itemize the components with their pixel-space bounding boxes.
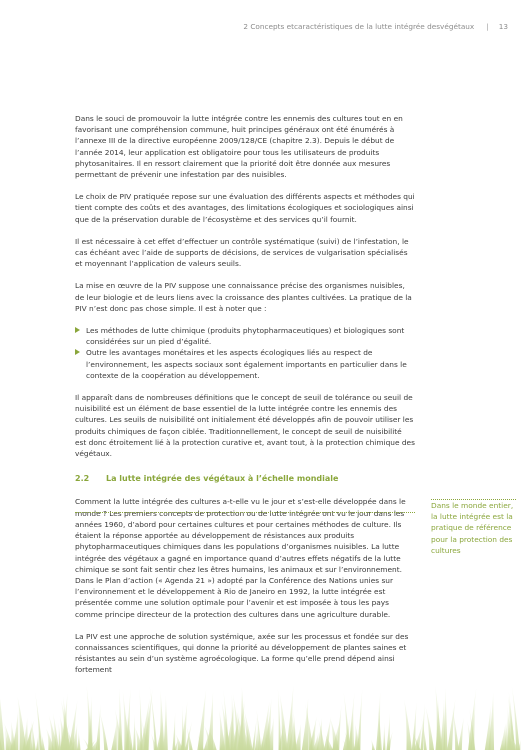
bullet-item (75, 325, 415, 347)
grass-blade (412, 702, 417, 750)
grass-blade (357, 689, 362, 750)
grass-blade (119, 688, 123, 750)
paragraph: Le choix de PIV pratiquée repose sur une évaluation des différents aspects et méthodes qui tient compte des coûts et des avantages, des limitations écologiques et sociologiques ainsi que de la préservation durable de l’écosystème et des services qu’il fournit. (75, 192, 415, 224)
bullet-list (75, 325, 415, 381)
grass-blade (458, 717, 464, 750)
section-heading (75, 473, 415, 484)
running-header (243, 22, 508, 31)
grass-blade (17, 697, 26, 750)
grass-blade (111, 718, 117, 750)
section-number: 2.2 (75, 474, 90, 484)
grass-illustration (0, 670, 530, 750)
section-title: La lutte intégrée des végétaux à l’échelle mondiale (106, 474, 339, 484)
grass-blade (371, 739, 375, 750)
paragraph: La mise en œuvre de la PIV suppose une connaissance précise des organismes nuisibles, de leur biologie et de leurs liens avec la croissance des plantes cultivées. La pratique de la PIV n’est donc pas chose simple. Il est à noter que : (75, 281, 412, 313)
grass-blade (36, 731, 39, 750)
paragraph: Comment la lutte intégrée des cultures a-t-elle vu le jour et s’est-elle développée dans le monde ? Les premiers concepts de protection ou de lutte intégrée ont vu le jour dans les années 1960, d’abord pour certaines cultures et pour certaines méthodes de culture. Ils étaient la réponse apportée au développement de résistances aux produits phytopharmaceutiques chimiques dans les populations d’organismes nuisibles. La lutte intégrée des végétaux a gagné en importance quand d’autres effets négatifs de la lutte chimique se sont fait sentir chez les êtres humains, les animaux et sur l’environnement. Dans le Plan d’action (« Agenda 21 ») adopté par la Conférence des Nations unies sur l’environnement et le développement à Rio de Janeiro en 1992, la lutte intégrée est présentée comme une solution optimale pour l’avenir et est imposée à tous les pays comme principe directeur de la protection des cultures dans une agriculture durable. (75, 497, 406, 619)
grass-blade (99, 711, 108, 750)
grass-blade (344, 692, 351, 750)
header-separator: | (486, 22, 489, 31)
bullet-text: Outre les avantages monétaires et les aspects écologiques liés au respect de l’environnement, les aspects sociaux sont également importants en particulier dans le contexte de la coopération au développement. (86, 348, 407, 380)
margin-note (431, 499, 516, 556)
grass-blade (0, 686, 5, 750)
grass-blade (425, 706, 434, 750)
grass-blade (143, 689, 152, 750)
main-text (75, 113, 415, 687)
margin-note-text: Dans le monde entier, la lutte intégrée est la pratique de référence pour la protection des cultures (431, 501, 514, 555)
grass-blade (157, 719, 163, 750)
grass-blade (197, 689, 206, 750)
grass-blade (336, 704, 342, 750)
triangle-bullet-icon (75, 349, 80, 355)
paragraph: Dans le souci de promouvoir la lutte intégrée contre les ennemis des cultures tout en en favorisant une compréhension commune, huit principes généraux ont été énumérés à l’annexe III de la directive européenne 2009/128/CE (chapitre 2.3). Depuis le début de l’année 2014, leur application est obligatoire pour tous les utilisateurs de produits phytosanitaires. Il en ressort clairement que la priorité doit être donnée aux mesures permettant de prévenir une infestation par des nuisibles. (75, 114, 403, 180)
grass-blade (133, 714, 136, 750)
grass-blade (172, 712, 175, 750)
grass-blade (404, 699, 412, 750)
grass-blade (77, 731, 81, 750)
page-number: 13 (498, 22, 508, 31)
grass-blade (278, 688, 281, 750)
grass-blade (485, 706, 491, 750)
grass-blade (376, 692, 380, 750)
paragraph: Il apparaît dans de nombreuses définitions que le concept de seuil de tolérance ou seuil de nuisibilité est un élément de base essentiel de la lutte intégrée contre les ennemis des cultures. Les seuils de nuisibilité ont initialement été développés afin de pouvoir utiliser les produits chimiques de façon ciblée. Traditionnellement, le concept de seuil de nuisibilité est donc étroitement lié à la protection curative et, avant tout, à la protection chimique des végétaux. (75, 393, 415, 459)
bullet-item (75, 347, 415, 381)
grass-blade (181, 701, 188, 750)
paragraph: Il est nécessaire à cet effet d’effectuer un contrôle systématique (suivi) de l’infestation, le cas échéant avec l’aide de supports de décisions, de services de vulgarisation spécialisés et moyennant l’application de valeurs seuils. (75, 236, 409, 269)
paragraph: La PIV est une approche de solution systémique, axée sur les processus et fondée sur des connaissances scientifiques, qui donne la priorité au développement de plantes saines et résistantes au sein d’un système agroécologique. La forme qu’elle prend dépend ainsi fortement (75, 631, 409, 675)
chapter-title: 2 Concepts etcaractéristiques de la lutte intégrée desvégétaux (243, 22, 475, 31)
triangle-bullet-icon (75, 327, 80, 333)
grass-blade (302, 699, 308, 750)
grass-blade (163, 695, 167, 750)
section-divider (75, 512, 415, 513)
grass-blade (58, 722, 61, 750)
grass-blade (383, 722, 386, 750)
bullet-text: Les méthodes de lutte chimique (produits phytopharmaceutiques) et biologiques sont considérées sur un pied d’égalité. (86, 326, 405, 347)
grass-blade (452, 709, 459, 750)
